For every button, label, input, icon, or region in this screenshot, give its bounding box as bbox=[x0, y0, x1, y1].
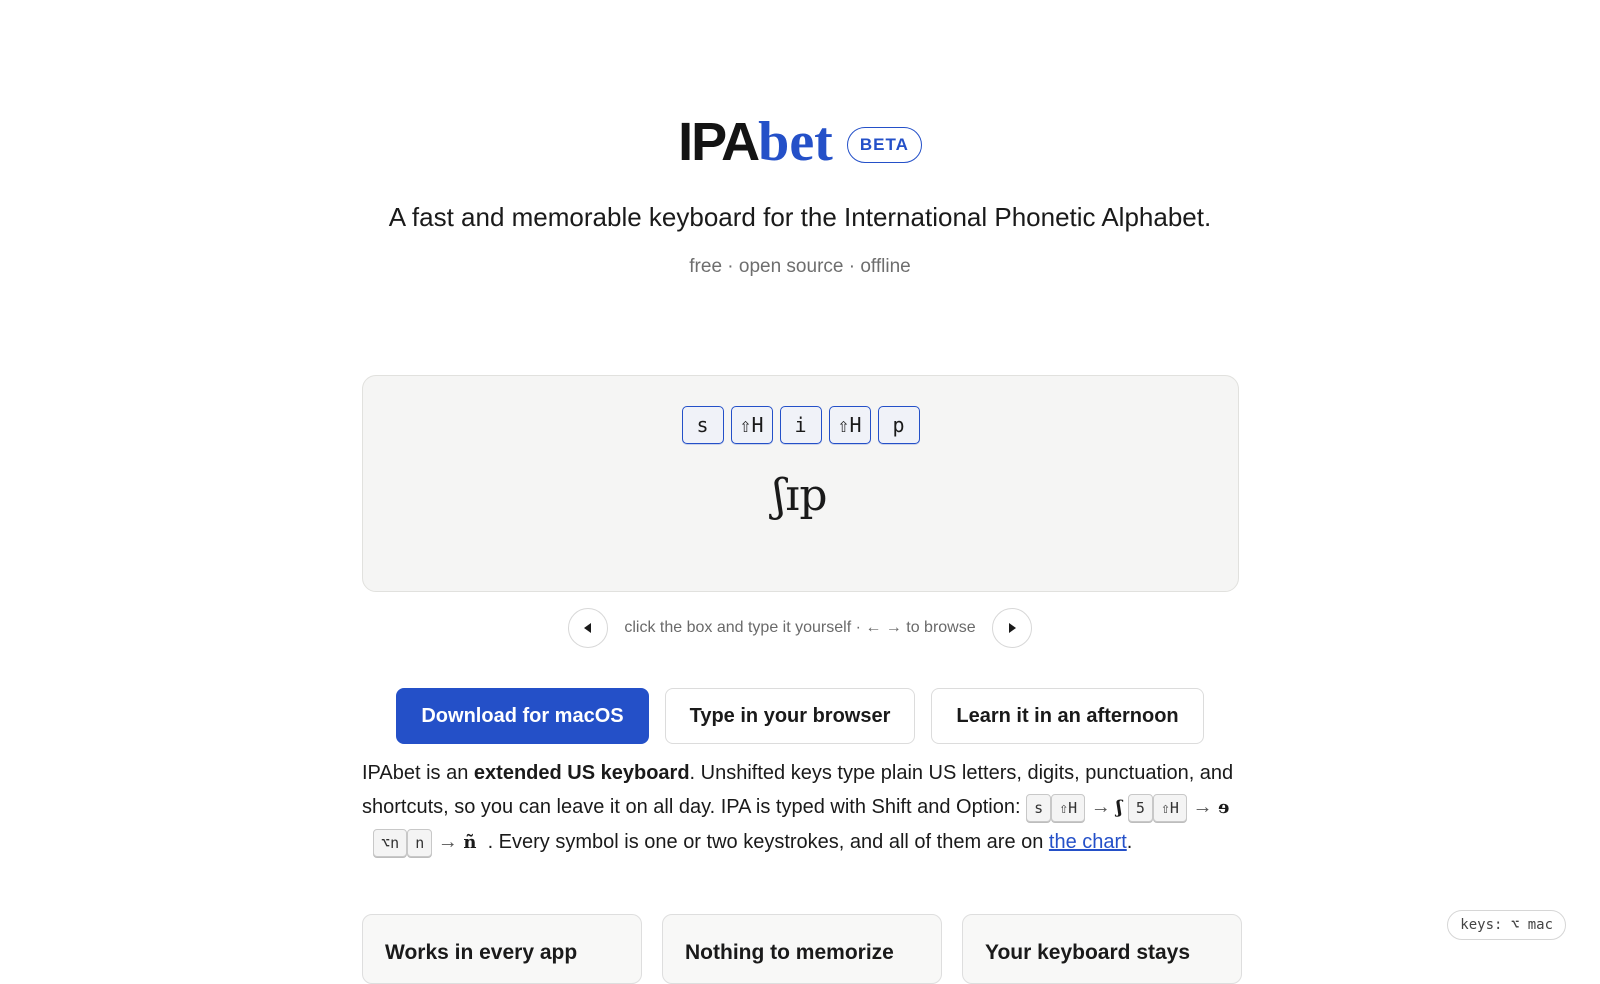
tagline: A fast and memorable keyboard for the International Phonetic Alphabet. bbox=[388, 202, 1212, 232]
chart-link[interactable]: the chart bbox=[1048, 831, 1127, 853]
hero bbox=[0, 108, 1600, 176]
logo bbox=[678, 111, 833, 173]
subtagline: free · open source · offline bbox=[689, 256, 911, 277]
feature-card: Your keyboard stays bbox=[962, 914, 1242, 984]
intro-text: . Unshifted keys type plain US letters, digits, punctuation, and shortcuts, so you can leave it on all day. IPA is typed with Shift and Option: bbox=[362, 762, 1234, 818]
demo-keys bbox=[363, 406, 1238, 444]
logo-main: IPA bbox=[678, 112, 759, 172]
feature-cards bbox=[362, 914, 1242, 984]
learn-afternoon-button[interactable]: Learn it in an afternoon bbox=[931, 688, 1203, 744]
beta-badge: BETA bbox=[847, 127, 922, 163]
arrow-icon: → bbox=[437, 831, 458, 853]
next-example-button[interactable] bbox=[992, 608, 1032, 648]
logo-accent: bet bbox=[758, 111, 833, 173]
triangle-left-icon bbox=[582, 622, 594, 634]
inline-key: s bbox=[1026, 794, 1051, 822]
demo-output: ʃɪp bbox=[773, 470, 828, 521]
inline-key: ⌥n bbox=[373, 829, 407, 857]
demo-key: i bbox=[780, 406, 822, 444]
feature-card: Nothing to memorize bbox=[662, 914, 942, 984]
demo-key: ⇧H bbox=[731, 406, 773, 444]
inline-key: 5 bbox=[1128, 794, 1153, 822]
demo-nav bbox=[0, 608, 1600, 648]
intro-bold: extended US keyboard bbox=[473, 762, 690, 784]
download-macos-button[interactable]: Download for macOS bbox=[396, 688, 648, 744]
demo-typing-box[interactable] bbox=[362, 375, 1239, 592]
inline-key: n bbox=[407, 829, 432, 857]
arrow-icon: → bbox=[1090, 796, 1111, 818]
triangle-right-icon bbox=[1006, 622, 1018, 634]
ipa-result: ñ bbox=[463, 832, 477, 853]
demo-key: s bbox=[682, 406, 724, 444]
inline-key: ⇧H bbox=[1051, 794, 1085, 822]
logo-row bbox=[0, 108, 1600, 176]
demo-key: ⇧H bbox=[829, 406, 871, 444]
intro-text: . Every symbol is one or two keystrokes, and all of them are on bbox=[487, 831, 1049, 853]
intro-text: IPAbet is an bbox=[362, 762, 474, 784]
type-in-browser-button[interactable]: Type in your browser bbox=[665, 688, 916, 744]
demo-hint: click the box and type it yourself · ← → to browse bbox=[624, 619, 976, 636]
keyboard-layout-toggle[interactable]: keys: ⌥ mac bbox=[1447, 910, 1566, 940]
ipa-result: ʃ bbox=[1116, 797, 1123, 818]
prev-example-button[interactable] bbox=[568, 608, 608, 648]
cta-row bbox=[0, 688, 1600, 744]
intro-text: . bbox=[1126, 831, 1133, 853]
feature-card: Works in every app bbox=[362, 914, 642, 984]
inline-key: ⇧H bbox=[1153, 794, 1187, 822]
intro-paragraph bbox=[362, 756, 1242, 860]
demo-key: p bbox=[878, 406, 920, 444]
ipa-result: ɘ bbox=[1218, 797, 1230, 818]
arrow-icon: → bbox=[1192, 796, 1213, 818]
